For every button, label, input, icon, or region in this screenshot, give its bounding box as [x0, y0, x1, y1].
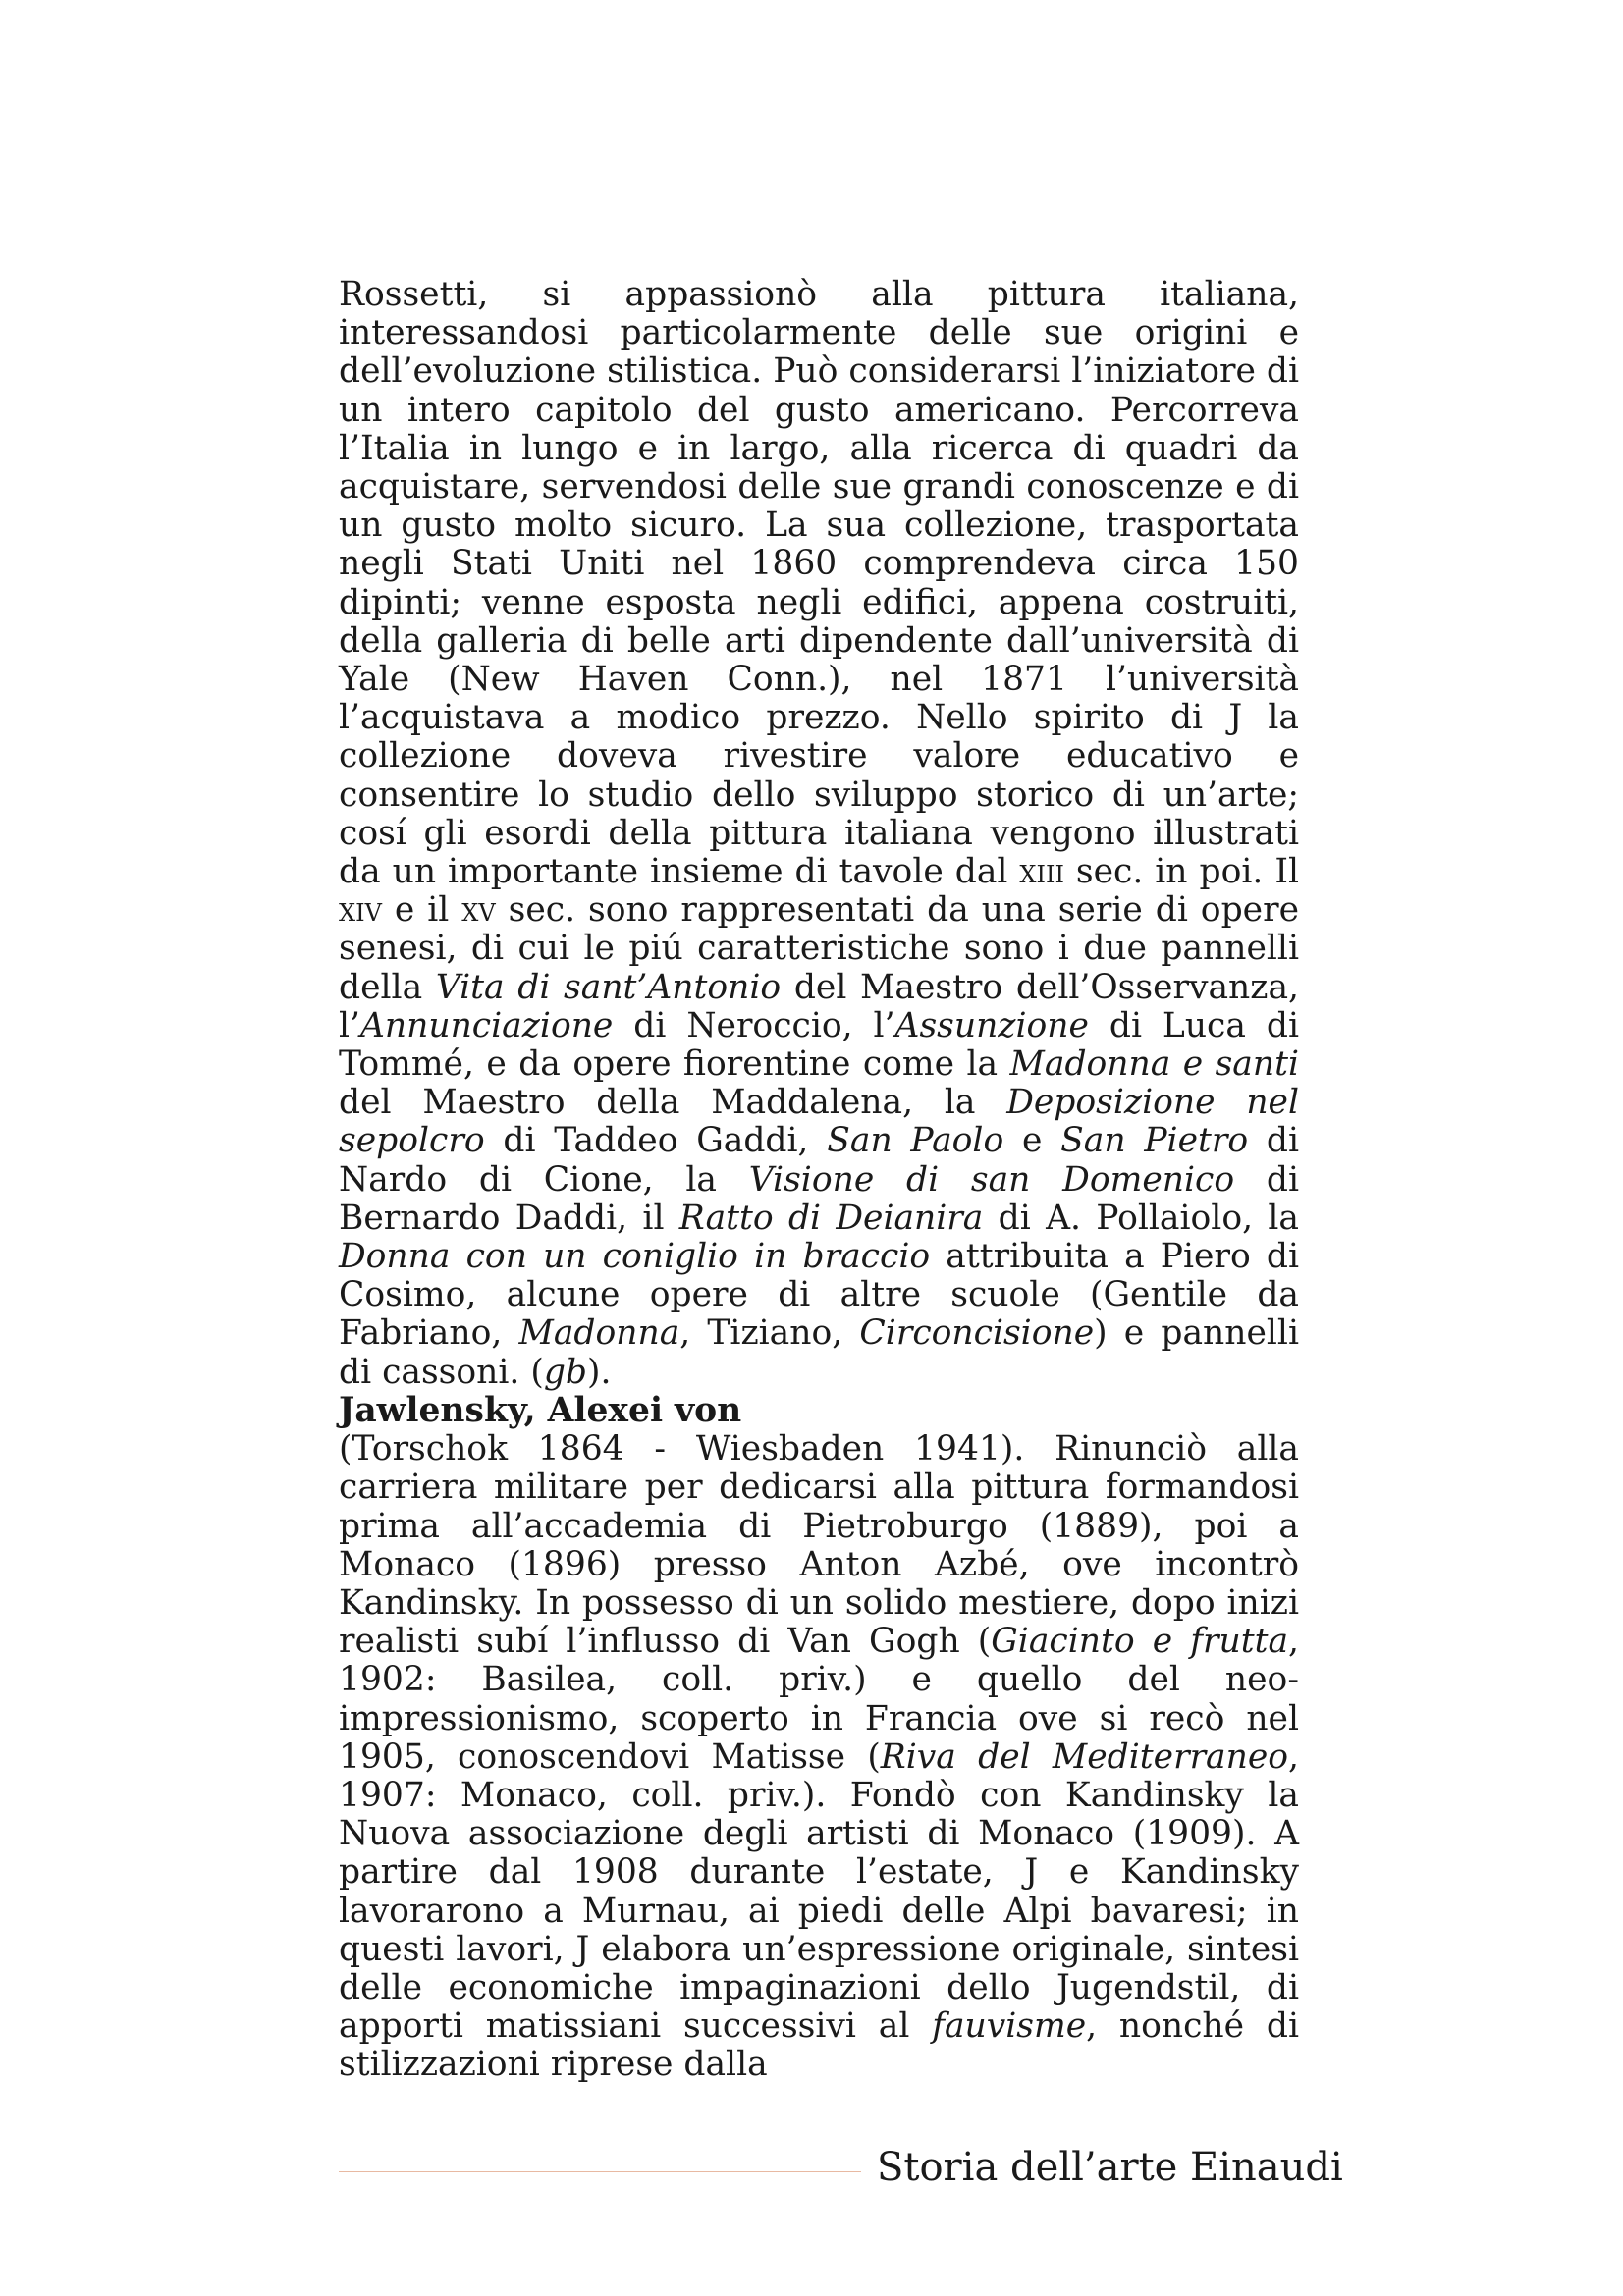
artwork-title: Madonna: [518, 1313, 680, 1354]
entry-abbreviation: J: [575, 1929, 590, 1969]
artwork-title: San Pietro: [1060, 1121, 1249, 1161]
text-run: , nonché di stilizzazioni riprese dalla: [339, 2006, 1299, 2085]
year: 1896: [520, 1544, 608, 1584]
text-run: ,: [1288, 1736, 1300, 1777]
footer-brand: Storia dell’arte Einaudi: [877, 2145, 1343, 2190]
paragraph-continuation: [339, 276, 1299, 1392]
text-run: ,: [1288, 1622, 1299, 1662]
entry-abbreviation: J: [1024, 1852, 1039, 1893]
year: 1908: [571, 1852, 659, 1893]
artwork-title: Riva del Mediterraneo: [880, 1736, 1289, 1777]
artwork-title: Circoncisione: [859, 1313, 1095, 1354]
text-run: di Bernardo Daddi, il: [339, 1159, 1299, 1238]
artwork-title: Giacinto e frutta: [991, 1622, 1289, 1662]
text-run: ) e pannelli di cassoni. (: [339, 1313, 1299, 1392]
artwork-title: Madonna e santi: [1009, 1044, 1299, 1085]
text-run: e Kandinsky lavorarono a Murnau, ai piedi delle Alpi bavaresi; in questi lavori,: [339, 1852, 1299, 1969]
text-run: elabora un’espressione originale, sintesi delle economiche impaginazioni dello Jugendstil, di apporti matissiani successivi al: [339, 1929, 1299, 2047]
text-run: ). A partire dal: [339, 1814, 1299, 1893]
year: 1902: [339, 1660, 425, 1700]
year: 1864: [537, 1429, 624, 1469]
text-run: di Taddeo Gaddi,: [484, 1121, 828, 1161]
text-run: di Nardo di Cione, la: [339, 1121, 1299, 1200]
text-run: ).: [586, 1352, 612, 1392]
text-run: e: [1003, 1121, 1061, 1161]
text-run: , conoscendovi Matisse (: [424, 1736, 881, 1777]
year: 1905: [339, 1736, 425, 1777]
year: 1909: [1146, 1814, 1232, 1854]
text-run: e il: [381, 890, 462, 931]
artwork-title: Deposizione nel sepolcro: [339, 1083, 1299, 1161]
text-run: comprendeva circa: [837, 544, 1235, 584]
text-run: la collezione doveva rivestire valore educativo e consentire lo studio dello sviluppo storico di un’arte; cosí gli esordi della pittura italiana vengono illustrati da un importante insieme di tavole dal: [339, 698, 1299, 892]
footer-rule: [339, 2171, 861, 2172]
artwork-title: San Paolo: [827, 1121, 1004, 1161]
year: 1889: [1053, 1506, 1140, 1546]
text-run: del Maestro della Maddalena, la: [339, 1083, 1007, 1123]
text-run: , Tiziano,: [679, 1313, 860, 1354]
century-numeral: xiii: [1019, 852, 1064, 892]
text-run: sec. sono rappresentati da una serie di opere senesi, di cui le piú caratteristiche sono i due pannelli della: [339, 890, 1299, 1007]
text-run: ), poi a Monaco (: [339, 1506, 1299, 1584]
number: 150: [1234, 544, 1299, 584]
text-run: attribuita a Piero di Cosimo, alcune opere di altre scuole (Gentile da Fabriano,: [339, 1237, 1300, 1354]
text-run: ) presso Anton Azbé, ove incontrò Kandinsky. In possesso di un solido mestiere, dopo inizi realisti subí l’influsso di Van Gogh (: [339, 1544, 1299, 1662]
year: 1907: [339, 1775, 425, 1815]
century-numeral: xv: [461, 890, 496, 931]
text-run: : Basilea, coll. priv.) e quello del neo-impressionismo, scoperto in Francia ove si recò nel: [339, 1660, 1299, 1738]
century-numeral: xiv: [339, 890, 382, 931]
text-run: - Wiesbaden: [623, 1429, 915, 1469]
text-run: : Monaco, coll. priv.). Fondò con Kandinsky la Nuova associazione degli artisti di Monaco (: [339, 1775, 1299, 1854]
text-run: ). Rinunciò alla carriera militare per dedicarsi alla pittura formandosi prima all’accademia di Pietroburgo (: [339, 1429, 1299, 1546]
author-initials: gb: [543, 1352, 587, 1392]
text-run: l’università l’acquistava a modico prezzo. Nello spirito di: [339, 660, 1299, 738]
artwork-title: Annunciazione: [360, 1005, 614, 1045]
artwork-title: Vita di sant’Antonio: [435, 967, 782, 1007]
entry-abbreviation: J: [1228, 698, 1243, 738]
text-run: di A. Pollaiolo, la: [983, 1198, 1299, 1238]
text-run: sec. in poi. Il: [1063, 852, 1299, 892]
text-run: Rossetti, si appassionò alla pittura italiana, interessandosi particolarmente delle sue origini e dell’evoluzione stilistica. Può considerarsi l’iniziatore di un intero capitolo del gusto americano. Percorreva l’Italia in lungo e in largo, alla ricerca di quadri da acquistare, servendosi delle sue grandi conoscenze e di un gusto molto sicuro. La sua collezione, trasportata negli Stati Uniti nel: [339, 275, 1299, 584]
year: 1860: [750, 544, 838, 584]
artwork-title: Visione di san Domenico: [748, 1159, 1235, 1200]
text-run: di Neroccio, l’: [613, 1005, 895, 1045]
artwork-title: Ratto di Deianira: [678, 1198, 984, 1238]
paragraph-entry: [339, 1430, 1299, 2084]
text-run: del Maestro dell’Osservanza, l’: [339, 967, 1299, 1045]
year: 1941: [914, 1429, 1001, 1469]
text-run: dipinti; venne esposta negli edifici, appena costruiti, della galleria di belle arti dipendente dall’università di Yale (New Haven Conn.), nel: [339, 582, 1299, 700]
text-run: di Luca di Tommé, e da opere fiorentine come la: [339, 1005, 1299, 1085]
text-column: [339, 276, 1299, 2085]
artwork-title: Donna con un coniglio in braccio: [339, 1237, 931, 1277]
year: 1871: [981, 660, 1067, 700]
text-run: (Torschok: [339, 1429, 538, 1469]
artwork-title: Assunzione: [894, 1005, 1089, 1045]
text-run: durante l’estate,: [658, 1852, 1025, 1893]
entry-heading: Jawlensky, Alexei von: [339, 1390, 742, 1430]
art-movement-term: fauvisme: [932, 2006, 1087, 2047]
